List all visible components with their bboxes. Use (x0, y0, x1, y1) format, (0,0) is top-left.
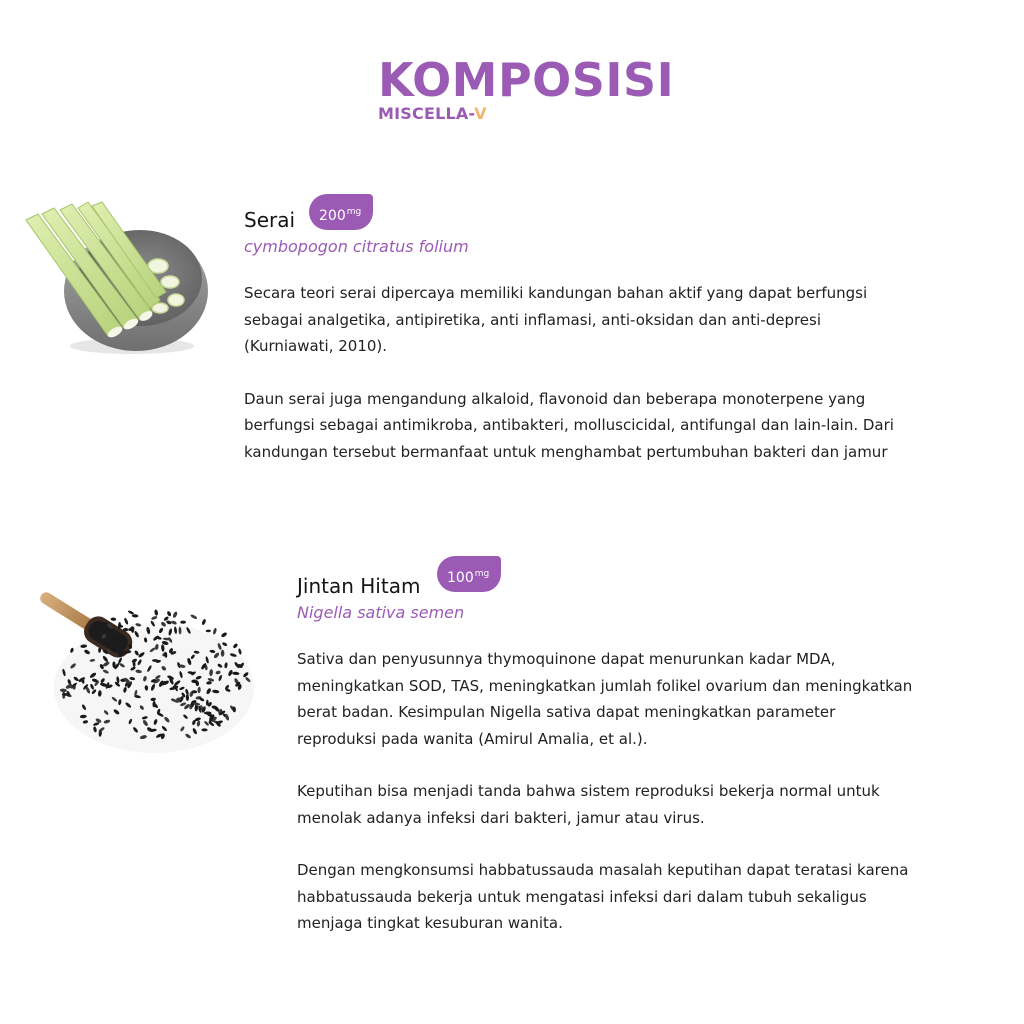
dose-value: 100 (447, 570, 474, 586)
seed-shape (110, 617, 116, 621)
seed-shape (127, 610, 134, 615)
latin-name: cymbopogon citratus folium (244, 237, 469, 256)
page-title: KOMPOSISI (378, 53, 675, 107)
seed-shape (132, 614, 139, 618)
seed-shape (180, 620, 186, 623)
seed-shape (201, 619, 206, 626)
description-paragraph: Dengan mengkonsumsi habbatussauda masalah keputihan dapat teratasi karena habbatussauda bekerja untuk mengatasi infeksi dari dalam tubuh sekaligus menjaga tingkat kesuburan wanita. (297, 861, 909, 932)
seed-shape (206, 629, 212, 632)
lemongrass-image (20, 196, 210, 361)
seed-shape (62, 693, 69, 696)
seed-shape (190, 614, 198, 620)
dose-value: 200 (319, 208, 346, 224)
description-paragraph: Daun serai juga mengandung alkaloid, flavonoid dan beberapa monoterpene yang berfungsi sebagai antimikroba, antibakteri, molluscicidal, antifungal dan lain-lain. Dari kandungan tersebut bermanfaat untuk menghambat pertumbuhan bakteri dan jamur (244, 389, 894, 461)
seed-shape (151, 615, 158, 620)
dose-badge (437, 556, 501, 592)
product-name (378, 104, 674, 124)
dose-unit: mg (346, 207, 362, 217)
ingredient-section-serai (244, 194, 924, 465)
dose-badge (309, 194, 373, 230)
seed-shape (232, 643, 238, 649)
description-paragraph: Sativa dan penyusunnya thymoquinone dapat menurunkan kadar MDA, meningkatkan SOD, TAS, meningkatkan jumlah folikel ovarium dan meningkatkan berat badan. Kesimpulan Nigella sativa dapat meningkatkan parameter reproduksi pada wanita (Amirul Amalia, et al.). (297, 650, 913, 748)
ingredient-section-jintan-hitam (297, 556, 937, 937)
seed-shape (221, 632, 228, 639)
seed-shape (154, 609, 159, 616)
seed-shape (212, 627, 217, 635)
black-cumin-image (14, 578, 264, 768)
seed-shape (124, 617, 129, 625)
seed-shape (166, 611, 171, 617)
product-name-accent: V (474, 104, 487, 123)
ingredient-name: Jintan Hitam (297, 574, 421, 598)
latin-name: Nigella sativa semen (297, 603, 465, 622)
page-header (378, 53, 675, 124)
product-name-main: MISCELLA- (378, 104, 475, 123)
description-paragraph: Keputihan bisa menjadi tanda bahwa sistem reproduksi bekerja normal untuk menolak adanya infeksi dari bakteri, jamur atau virus. (297, 782, 880, 827)
description-paragraph: Secara teori serai dipercaya memiliki kandungan bahan aktif yang dapat berfungsi sebagai analgetika, antipiretika, anti inflamasi, anti-oksidan dan anti-depresi (Kurniawati, 2010). (244, 284, 868, 355)
seed-shape (172, 611, 178, 618)
ingredient-name: Serai (244, 208, 296, 232)
dose-unit: mg (474, 569, 490, 579)
